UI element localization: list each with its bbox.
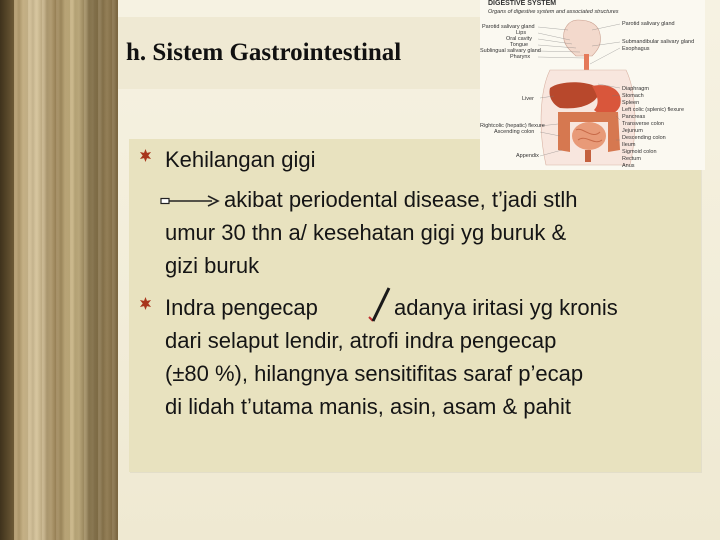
bullet-1-line-1: umur 30 thn a/ kesehatan gigi yg buruk &: [165, 220, 567, 245]
figure-label-right: Ileum: [622, 142, 636, 148]
bullet-2-line-2: (±80 %), hilangnya sensitifitas saraf p’ecap: [165, 361, 584, 386]
figure-subheading: Organs of digestive system and associated structures: [488, 9, 619, 15]
wood-edge: [0, 0, 14, 540]
figure-heading: DIGESTIVE SYSTEM: [488, 0, 557, 7]
figure-label-left: Tongue: [510, 42, 529, 48]
digestive-system-figure: [480, 0, 705, 170]
figure-label-left: Sublingual salivary gland: [480, 48, 541, 54]
figure-label-right: Descending colon: [622, 135, 666, 141]
figure-label-left: Pharynx: [510, 54, 531, 60]
figure-label-left: Appendix: [516, 153, 539, 159]
figure-label-left: Lips: [516, 30, 527, 36]
figure-label-right: Submandibular salivary gland: [622, 39, 695, 45]
figure-label-left: Rightcolic (hepatic) flexure: [480, 123, 545, 129]
figure-label-right: Diaphragm: [622, 86, 649, 92]
bullet-2-lead: Indra pengecap: [165, 295, 318, 320]
figure-label-left: Ascending colon: [494, 129, 535, 135]
figure-label-right: Sigmoid colon: [622, 149, 657, 155]
figure-label-right: Spleen: [622, 100, 640, 106]
figure-label-right: Rectum: [622, 156, 641, 162]
figure-label-right: Anus: [622, 163, 635, 169]
slide-title: h. Sistem Gastrointestinal: [126, 39, 402, 66]
bullet-2-after-mark: adanya iritasi yg kronis: [394, 295, 618, 320]
bullet-2-line-3: di lidah t’utama manis, asin, asam & pahit: [165, 394, 571, 419]
figure-label-left: Oral cavity: [506, 36, 532, 42]
checkmark-slash-icon: [364, 285, 394, 325]
figure-label-right: Transverse colon: [622, 121, 664, 127]
figure-label-right: Left colic (splenic) flexure: [622, 107, 685, 113]
red-starburst-bullet-icon: [139, 149, 152, 162]
figure-label-left: Parotid salivary gland: [482, 24, 535, 30]
bullet-2-line-1: dari selaput lendir, atrofi indra pengecap: [165, 328, 557, 353]
figure-label-right: Pancreas: [622, 114, 646, 120]
right-arrow-icon: [160, 193, 222, 209]
wood-panel: [0, 0, 118, 540]
title-box: [118, 17, 486, 89]
bullet-1-line-2: gizi buruk: [165, 253, 260, 278]
bullet-1-after-arrow: akibat periodental disease, t’jadi stlh: [224, 187, 578, 212]
red-starburst-bullet-icon: [139, 297, 152, 310]
figure-label-right: Stomach: [622, 93, 644, 99]
figure-label-right: Parotid salivary gland: [622, 21, 675, 27]
figure-label-right: Jejunum: [622, 128, 643, 134]
bullet-1-lead: Kehilangan gigi: [165, 147, 316, 172]
figure-label-left: Liver: [522, 96, 534, 102]
figure-label-right: Esophagus: [622, 46, 650, 52]
wood-shadow: [104, 0, 118, 540]
